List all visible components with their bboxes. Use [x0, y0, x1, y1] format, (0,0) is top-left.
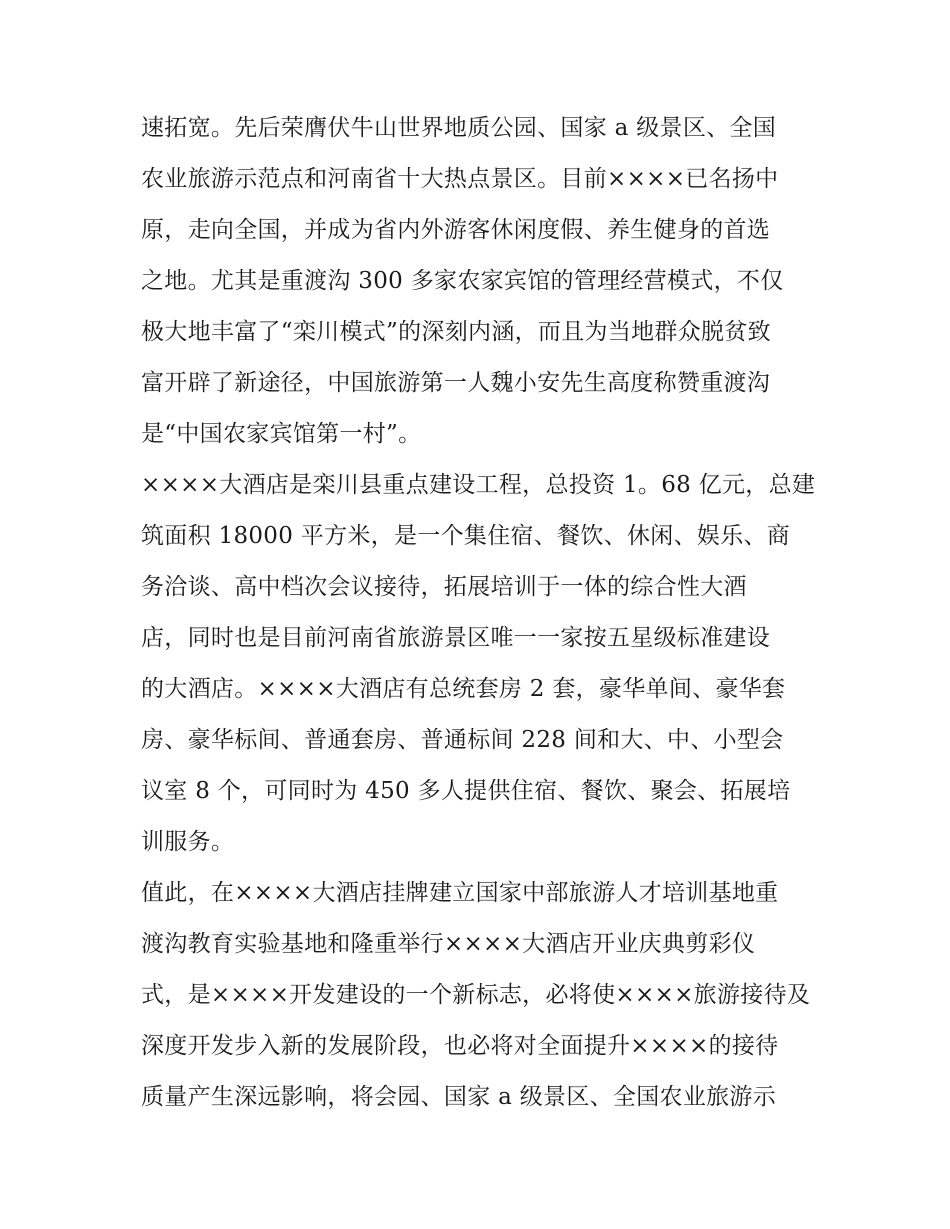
text-line-18: 式，是××××开发建设的一个新标志，必将使××××旅游接待及	[141, 982, 811, 1008]
text-line-4: 之地。尤其是重渡沟 300 多家农家宾馆的管理经营模式，不仅	[141, 268, 784, 294]
text-line-3: 原，走向全国，并成为省内外游客休闲度假、养生健身的首选	[141, 217, 771, 243]
text-line-11: 店，同时也是目前河南省旅游景区唯一一家按五星级标准建设	[141, 625, 771, 651]
text-line-13: 房、豪华标间、普通套房、普通标间 228 间和大、中、小型会	[141, 727, 784, 753]
text-line-7: 是“中国农家宾馆第一村”。	[141, 421, 422, 447]
text-line-8: ××××大酒店是栾川县重点建设工程，总投资 1。68 亿元，总建	[141, 472, 816, 498]
text-line-12: 的大酒店。××××大酒店有总统套房 2 套，豪华单间、豪华套	[141, 676, 786, 702]
text-line-17: 渡沟教育实验基地和隆重举行××××大酒店开业庆典剪彩仪	[141, 931, 756, 957]
text-line-15: 训服务。	[141, 829, 235, 855]
text-line-5: 极大地丰富了“栾川模式”的深刻内涵，而且为当地群众脱贫致	[141, 319, 771, 345]
text-line-14: 议室 8 个，可同时为 450 多人提供住宿、餐饮、聚会、拓展培	[141, 778, 791, 804]
text-line-1: 速拓宽。先后荣膺伏牛山世界地质公园、国家 a 级景区、全国	[141, 115, 777, 141]
text-line-6: 富开辟了新途径，中国旅游第一人魏小安先生高度称赞重渡沟	[141, 370, 771, 396]
text-line-16: 值此，在××××大酒店挂牌建立国家中部旅游人才培训基地重	[141, 880, 779, 906]
text-line-2: 农业旅游示范点和河南省十大热点景区。目前××××已名扬中	[141, 166, 779, 192]
text-line-9: 筑面积 18000 平方米，是一个集住宿、餐饮、休闲、娱乐、商	[141, 523, 791, 549]
text-line-10: 务洽谈、高中档次会议接待，拓展培训于一体的综合性大酒	[141, 574, 747, 600]
text-line-19: 深度开发步入新的发展阶段，也必将对全面提升××××的接待	[141, 1033, 779, 1059]
text-line-20: 质量产生深远影响，将会园、国家 a 级景区、全国农业旅游示	[141, 1084, 777, 1110]
